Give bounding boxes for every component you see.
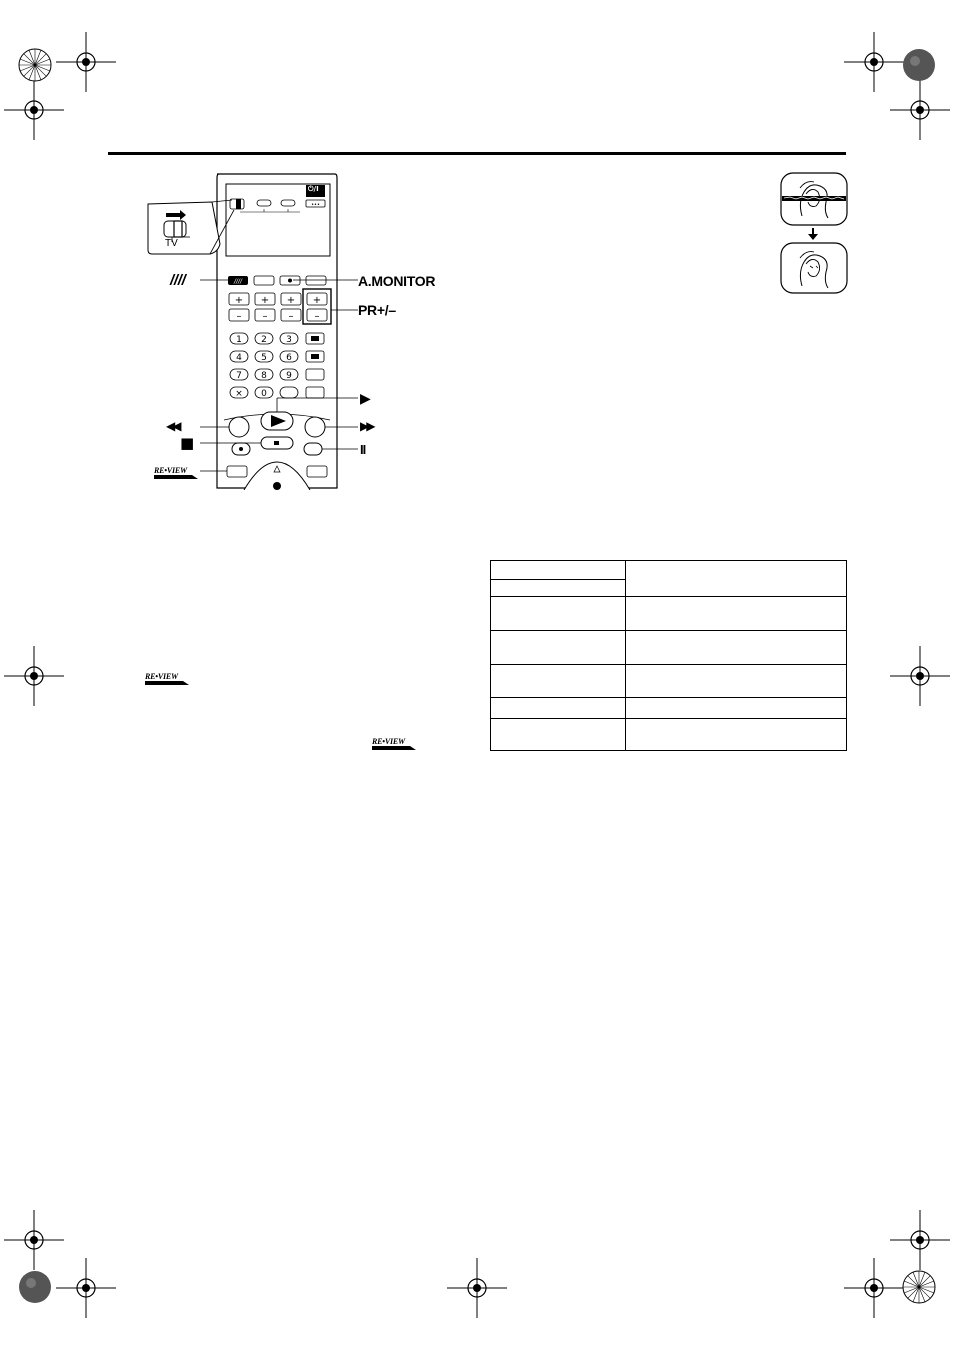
table-row bbox=[491, 597, 847, 631]
a-monitor-label: A.MONITOR bbox=[358, 273, 436, 289]
registration-crosshair-icon bbox=[4, 646, 64, 706]
svg-text:–: – bbox=[236, 311, 242, 322]
svg-text:+: + bbox=[260, 295, 270, 306]
table-cell bbox=[626, 631, 847, 665]
svg-text:–: – bbox=[262, 311, 268, 322]
svg-text:+: + bbox=[286, 295, 296, 306]
review-logo bbox=[152, 466, 200, 480]
svg-text:6: 6 bbox=[286, 353, 292, 363]
svg-text:4: 4 bbox=[236, 353, 242, 363]
registration-crosshair-icon bbox=[4, 1210, 64, 1270]
review-logo bbox=[370, 737, 418, 751]
registration-crosshair-icon bbox=[56, 32, 116, 92]
power-symbol: ⏻/I bbox=[308, 185, 319, 193]
svg-text:+: + bbox=[312, 295, 322, 306]
svg-text:9: 9 bbox=[286, 371, 292, 381]
registration-crosshair-icon bbox=[4, 80, 64, 140]
table-cell bbox=[626, 698, 847, 719]
svg-text:5: 5 bbox=[261, 353, 267, 363]
registration-crosshair-icon bbox=[890, 80, 950, 140]
svg-text:0: 0 bbox=[261, 389, 267, 399]
svg-text:+: + bbox=[234, 295, 244, 306]
tv-switch-label: TV bbox=[165, 238, 178, 249]
svg-text:2: 2 bbox=[261, 335, 267, 345]
table-cell bbox=[626, 597, 847, 631]
review-logo-text: RE•VIEW bbox=[154, 466, 187, 475]
table-cell bbox=[626, 561, 847, 597]
registration-crosshair-icon bbox=[890, 646, 950, 706]
tv-screen-noisy-illustration bbox=[780, 172, 848, 226]
pr-plus-minus-label: PR+/– bbox=[358, 302, 396, 318]
arrow-down-icon bbox=[806, 227, 820, 241]
review-logo-text: RE•VIEW bbox=[372, 737, 405, 746]
slashes-button-label: //// bbox=[170, 272, 186, 289]
rewind-label-icon: ◀◀ bbox=[166, 419, 179, 433]
svg-text:7: 7 bbox=[236, 371, 242, 381]
svg-text:////: //// bbox=[233, 278, 243, 285]
table-cell bbox=[491, 597, 626, 631]
review-logo-text: RE•VIEW bbox=[145, 672, 178, 681]
stop-label-icon: ■ bbox=[180, 434, 195, 452]
tv-screen-clear-illustration bbox=[780, 242, 848, 294]
table-row bbox=[491, 719, 847, 751]
table-cell bbox=[626, 665, 847, 698]
registration-crosshair-icon bbox=[844, 1258, 904, 1318]
info-table bbox=[490, 560, 847, 751]
table-row bbox=[491, 561, 847, 580]
review-logo bbox=[143, 672, 191, 686]
starburst-mark-icon bbox=[18, 48, 52, 82]
registration-crosshair-icon bbox=[56, 1258, 116, 1318]
table-cell bbox=[491, 561, 626, 580]
svg-text:×: × bbox=[235, 389, 243, 399]
table-cell bbox=[491, 719, 626, 751]
table-cell bbox=[626, 719, 847, 751]
svg-text:–: – bbox=[288, 311, 294, 322]
fast-forward-label-icon: ▶▶ bbox=[360, 419, 373, 433]
table-cell bbox=[491, 580, 626, 597]
svg-text:8: 8 bbox=[261, 371, 267, 381]
gray-dot-mark-icon bbox=[902, 48, 936, 82]
table-cell bbox=[491, 698, 626, 719]
svg-text:1: 1 bbox=[236, 335, 242, 345]
table-cell bbox=[491, 631, 626, 665]
table-row bbox=[491, 665, 847, 698]
header-rule bbox=[108, 152, 846, 155]
table-row bbox=[491, 698, 847, 719]
play-label-icon: ▶ bbox=[360, 391, 371, 407]
registration-crosshair-icon bbox=[447, 1258, 507, 1318]
svg-text:3: 3 bbox=[286, 335, 292, 345]
starburst-mark-icon bbox=[902, 1270, 936, 1304]
pause-label-icon: II bbox=[360, 442, 366, 457]
gray-dot-mark-icon bbox=[18, 1270, 52, 1304]
table-cell bbox=[491, 665, 626, 698]
svg-text:•••: ••• bbox=[311, 202, 320, 208]
table-row bbox=[491, 631, 847, 665]
svg-text:–: – bbox=[314, 311, 320, 322]
